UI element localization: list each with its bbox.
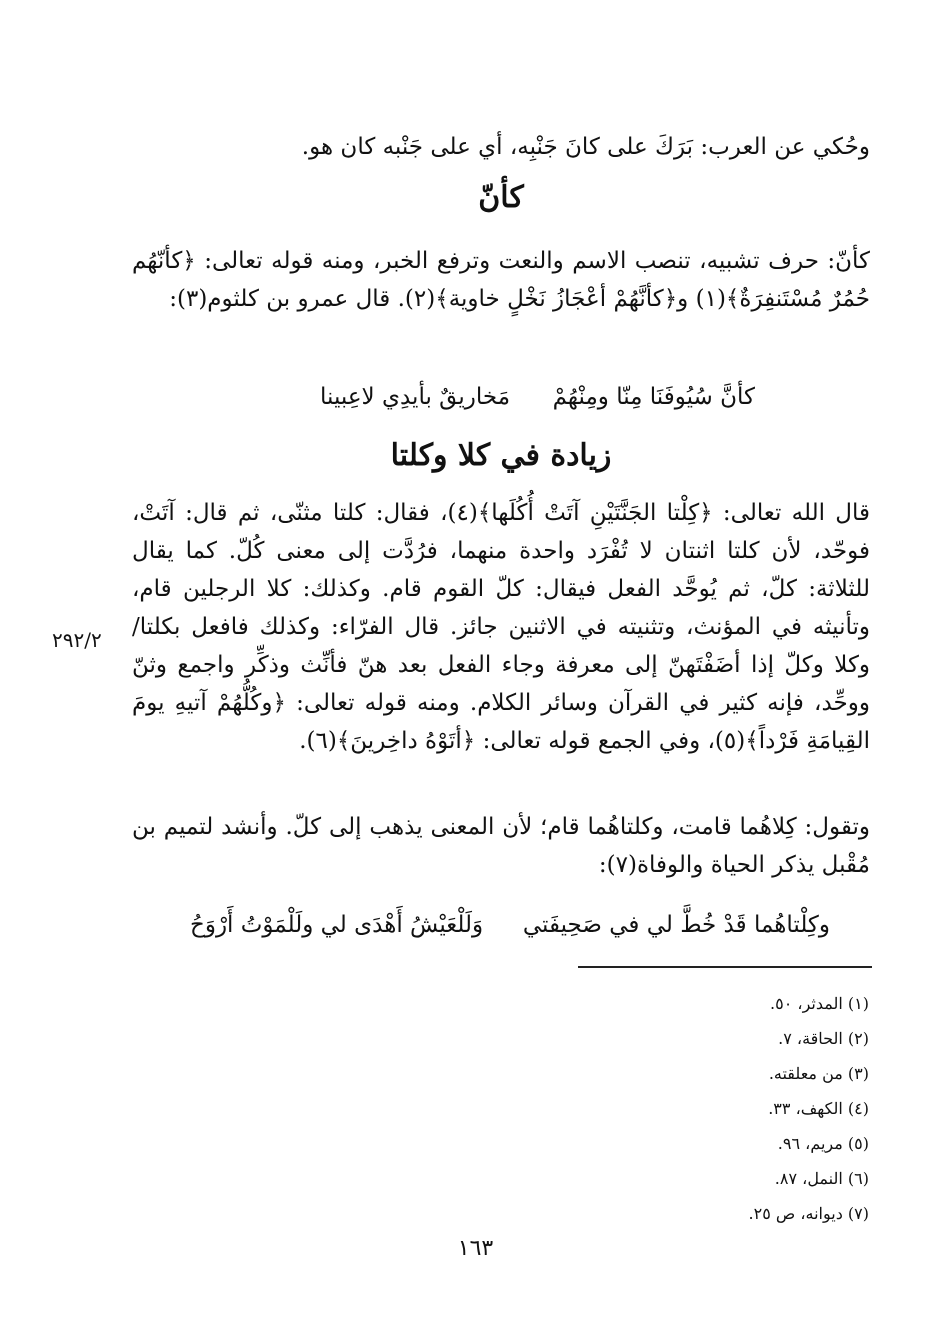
section-title-kila-kilta: زيادة في كلا وكلتا	[390, 438, 612, 473]
verse-tamim-ibn-muqbil	[150, 906, 850, 944]
footnote: (٧) ديوانه، ص ٢٥.	[748, 1204, 869, 1223]
verse-first-hemistich: كأنَّ سُيُوفَنَا مِنّا ومِنْهُمْ	[552, 384, 755, 410]
verse-second-hemistich: وَلَلْعَيْشُ أَهْدَى لي ولَلْمَوْتُ أَرْوَحُ	[190, 912, 484, 938]
footnote: (٤) الكهف، ٣٣.	[768, 1099, 869, 1118]
footnote: (٣) من معلقته.	[768, 1064, 869, 1083]
verse-first-hemistich: وكِلْتاهُما قَدْ خُطَّ لي في صَحِيفَتي	[522, 912, 830, 938]
paragraph-kila-kilta: قال الله تعالى: ﴿كِلْتا الجَنَّتَيْنِ آتَتْ أُكُلَها﴾(٤)، فقال: كلتا مثنّى، ثم قال: آتَتْ، فوحّد، لأن كلتا اثنتان لا تُفْرَد واحدة منهما، فرُدَّت إلى معنى كُلّ. كما يقال للثلاثة: كلّ، ثم يُوحَّد الفعل فيقال: كلّ القوم قام. وكذلك: كلا الرجلين قام، وتأنيثه في المؤنث، وتثنيته في الاثنين جائز. قال الفرّاء: وكذلك فافعل بكلتا/ وكلا وكلّ إذا أضَفْتَهنّ إلى معرفة وجاء الفعل بعد هنّ فأنِّث وذكِّر واجمع وثنّ ووحِّد، فإنه كثير في القرآن وسائر الكلام. ومنه قوله تعالى: ﴿وكُلُّهُمْ آتيهِ يومَ القِيامَةِ فَرْداً﴾(٥)، وفي الجمع قوله تعالى: ﴿أتَوْهُ داخِرينَ﴾(٦).	[132, 500, 870, 754]
footnote: (٢) الحاقة، ٧.	[778, 1029, 869, 1048]
page-number: ١٦٣	[457, 1236, 494, 1261]
section-title-kaanna: كأنّ	[478, 180, 524, 215]
paragraph-kaanna: كأنّ: حرف تشبيه، تنصب الاسم والنعت وترفع الخبر، ومنه قوله تعالى: ﴿كأنّهُم حُمُرٌ مُسْتَنفِرَةٌ﴾(١) و﴿كأنَّهُمْ أعْجَازُ نَخْلٍ خاوية﴾(٢). قال عمرو بن كلثوم(٣):	[132, 248, 870, 312]
opening-line: وحُكي عن العرب: بَرَكَ على كانَ جَنْبِه، أي على جَنْبه كان هو.	[301, 134, 870, 160]
paragraph-tamim-ibn-muqbil: وتقول: كِلاهُما قامت، وكلتاهُما قام؛ لأن المعنى يذهب إلى كلّ. وأنشد لتميم بن مُقْبل يذكر الحياة والوفاة(٧):	[132, 814, 870, 878]
margin-page-reference: ٢٩٢/٢	[52, 628, 102, 652]
footnotes-list	[469, 986, 869, 1231]
footnote: (٦) النمل، ٨٧.	[774, 1169, 869, 1188]
verse-second-hemistich: مَخاريقٌ بأيدِي لاعِبينا	[320, 384, 511, 410]
footnote-separator	[578, 966, 872, 968]
verse-amr-ibn-kulthum	[150, 378, 850, 416]
footnote: (١) المدثر، ٥٠.	[770, 994, 869, 1013]
footnote: (٥) مريم، ٩٦.	[777, 1134, 869, 1153]
